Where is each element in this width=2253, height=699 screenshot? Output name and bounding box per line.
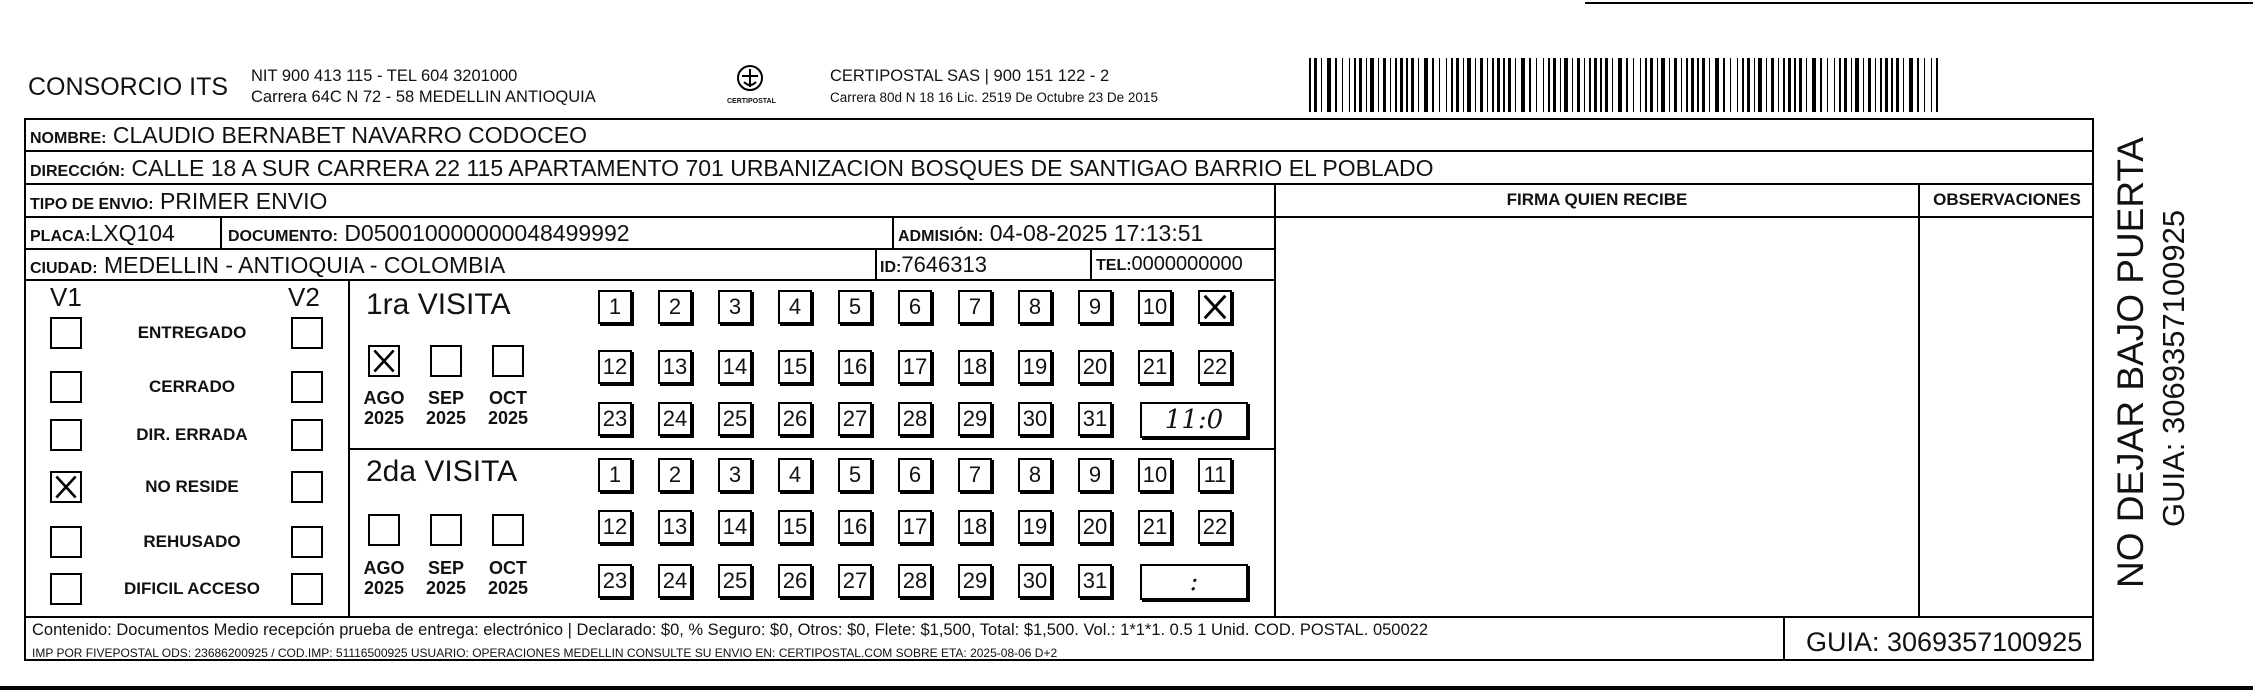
documento-row [228,220,630,247]
first-visit-month-checkbox[interactable] [492,345,524,377]
no-dejar-warning: NO DEJAR BAJO PUERTA [2110,137,2151,588]
status-label: REHUSADO [143,532,241,551]
tipo-label: TIPO DE ENVIO: [30,196,154,213]
month-name: OCT [489,388,527,408]
month-name: AGO [363,388,405,408]
month-name: OCT [489,558,527,578]
first-visit-day-box[interactable]: 16 [838,350,872,384]
admision-label: ADMISIÓN: [898,228,984,245]
direccion-row [30,155,1434,182]
first-visit-day-box[interactable]: 1 [598,290,632,324]
second-visit-day-box[interactable]: 30 [1018,564,1052,598]
v1-checkbox[interactable] [50,317,82,349]
tel-row [1096,253,1243,276]
first-visit-day-box[interactable]: 31 [1078,402,1112,436]
second-visit-day-box[interactable]: 15 [778,510,812,544]
first-visit-day-box[interactable]: 28 [898,402,932,436]
logo-text: CERTIPOSTAL [727,98,776,105]
second-visit-day-box[interactable]: 12 [598,510,632,544]
second-visit-day-box[interactable]: 25 [718,564,752,598]
ciudad-value: MEDELLIN - ANTIOQUIA - COLOMBIA [103,252,506,278]
first-visit-day-box[interactable]: 5 [838,290,872,324]
company-nit-block [251,66,596,108]
admision-value: 04-08-2025 17:13:51 [989,220,1204,246]
address-line: Carrera 64C N 72 - 58 MEDELLIN ANTIOQUIA [251,88,596,106]
visit-divider [348,448,1274,450]
id-label: ID: [880,259,902,276]
col-divider [1918,183,1920,616]
first-visit-month-label [358,388,410,428]
v1-checkbox[interactable] [50,526,82,558]
second-visit-month-checkbox[interactable] [492,514,524,546]
month-year: 2025 [425,578,467,598]
side-guia-number: GUIA: 3069357100925 [2156,209,2191,527]
month-name: AGO [363,558,405,578]
v1-checkbox[interactable] [50,419,82,451]
month-year: 2025 [363,578,405,598]
v2-header: V2 [288,282,320,312]
sig-header-divider [1274,216,2094,218]
second-visit-day-box[interactable]: 1 [598,458,632,492]
guia-number: GUIA: 3069357100925 [1806,627,2083,657]
month-name: SEP [427,388,465,408]
second-visit-day-box[interactable]: 19 [1018,510,1052,544]
second-visit-day-box[interactable]: 5 [838,458,872,492]
status-label: NO RESIDE [145,477,239,496]
direccion-value: CALLE 18 A SUR CARRERA 22 115 APARTAMENTO 701 URBANIZACION BOSQUES DE SANTIGAO BARRIO EL POBLADO [131,155,1434,181]
first-visit-day-box[interactable]: 3 [718,290,752,324]
first-visit-title: 1ra VISITA [366,288,511,321]
second-visit-day-box[interactable]: 26 [778,564,812,598]
second-visit-month-checkbox[interactable] [430,514,462,546]
first-visit-day-box[interactable]: 17 [898,350,932,384]
nombre-value: CLAUDIO BERNABET NAVARRO CODOCEO [112,122,587,148]
second-visit-day-box[interactable]: 29 [958,564,992,598]
second-visit-day-box[interactable]: 23 [598,564,632,598]
first-visit-day-box[interactable]: 21 [1138,350,1172,384]
v2-checkbox[interactable] [291,371,323,403]
second-visit-month-label [420,558,472,598]
placa-value: LXQ104 [90,220,175,246]
impresion-line: IMP POR FIVEPOSTAL ODS: 23686200925 / COD.IMP: 51116500925 USUARIO: OPERACIONES MEDELLIN CONSULTE SU ENVIO EN: CERTIPOSTAL.COM SOBRE ETA: 2025-08-06 D+2 [32,646,1058,660]
col-divider [348,279,350,616]
first-visit-day-box[interactable]: 26 [778,402,812,436]
second-visit-title: 2da VISITA [366,455,518,488]
tel-value: 0000000000 [1131,253,1243,275]
col-divider [1783,616,1785,661]
top-rule [1585,2,2253,4]
observaciones-header: OBSERVACIONES [1933,190,2081,209]
second-visit-day-box[interactable]: 31 [1078,564,1112,598]
second-visit-day-box[interactable]: 4 [778,458,812,492]
first-visit-day-box[interactable]: 2 [658,290,692,324]
first-visit-day-box[interactable]: 7 [958,290,992,324]
second-visit-day-box[interactable]: 9 [1078,458,1112,492]
first-visit-day-box[interactable]: 4 [778,290,812,324]
nombre-label: NOMBRE: [30,130,107,147]
first-visit-day-box[interactable]: 10 [1138,290,1172,324]
second-visit-day-box[interactable]: 21 [1138,510,1172,544]
second-visit-day-box[interactable]: 24 [658,564,692,598]
admision-row [898,220,1203,247]
second-visit-day-box[interactable]: 28 [898,564,932,598]
status-label: DIR. ERRADA [136,425,248,444]
ciudad-row [30,252,505,279]
second-visit-day-box[interactable]: 11 [1198,458,1232,492]
second-visit-day-box[interactable]: 14 [718,510,752,544]
certipostal-info [830,66,1158,108]
v1-checkbox[interactable] [50,371,82,403]
documento-value: D050010000000048499992 [344,220,630,246]
second-visit-day-box[interactable]: 6 [898,458,932,492]
first-visit-day-box[interactable]: 27 [838,402,872,436]
first-visit-day-box[interactable]: 19 [1018,350,1052,384]
nit-line: NIT 900 413 115 - TEL 604 3201000 [251,67,518,85]
second-visit-day-box[interactable]: 13 [658,510,692,544]
placa-label: PLACA: [30,228,91,245]
month-year: 2025 [425,408,467,428]
certipostal-logo [727,62,776,110]
first-visit-day-box[interactable]: 18 [958,350,992,384]
tel-label: TEL: [1096,257,1132,274]
col-divider [892,216,894,248]
second-visit-day-box[interactable]: 18 [958,510,992,544]
v2-checkbox[interactable] [291,471,323,503]
second-visit-month-checkbox[interactable] [368,514,400,546]
first-visit-day-box[interactable]: 24 [658,402,692,436]
col-divider [875,248,877,279]
second-visit-month-label [358,558,410,598]
first-visit-day-box[interactable]: 22 [1198,350,1232,384]
month-year: 2025 [487,578,529,598]
first-visit-month-checkbox[interactable] [368,345,400,377]
first-visit-month-label [482,388,534,428]
contenido-line: Contenido: Documentos Medio recepción prueba de entrega: electrónico | Declarado: $0, % Seguro: $0, Otros: $0, Flete: $1,500, Total: $1,500. Vol.: 1*1*1. 0.5 1 Unid. COD. POSTAL. 050022 [32,621,1429,639]
second-visit-day-box[interactable]: 10 [1138,458,1172,492]
col-divider [220,216,222,248]
first-visit-day-box[interactable] [1198,290,1232,324]
month-name: SEP [427,558,465,578]
first-visit-day-box[interactable]: 15 [778,350,812,384]
row-divider [24,150,2094,152]
second-visit-day-box[interactable]: 17 [898,510,932,544]
id-value: 7646313 [901,252,987,277]
certi-line: CERTIPOSTAL SAS | 900 151 122 - 2 [830,67,1110,85]
first-visit-time-box[interactable]: 11:0 [1140,402,1248,438]
second-visit-day-box[interactable]: 16 [838,510,872,544]
second-visit-month-label [482,558,534,598]
placa-row [30,220,175,247]
status-label: CERRADO [149,377,235,396]
v2-checkbox[interactable] [291,573,323,605]
bottom-rule [0,686,2253,690]
tipo-value: PRIMER ENVIO [159,188,328,214]
status-label: DIFICIL ACCESO [123,579,260,598]
second-visit-day-box[interactable]: 8 [1018,458,1052,492]
tipo-envio-row [30,188,327,215]
second-visit-day-box[interactable]: 7 [958,458,992,492]
row-divider [24,279,1274,281]
first-visit-day-box[interactable]: 20 [1078,350,1112,384]
row-divider [24,183,2094,185]
first-visit-day-box[interactable]: 23 [598,402,632,436]
col-divider [1274,183,1276,616]
col-divider [1090,248,1092,279]
second-visit-day-box[interactable]: 2 [658,458,692,492]
row-divider [24,248,1274,250]
first-visit-day-box[interactable]: 14 [718,350,752,384]
v2-checkbox[interactable] [291,526,323,558]
second-visit-time-box[interactable]: : [1140,564,1248,600]
nombre-row [30,122,587,149]
ciudad-label: CIUDAD: [30,260,98,277]
first-visit-day-box[interactable]: 29 [958,402,992,436]
month-year: 2025 [487,408,529,428]
first-visit-day-box[interactable]: 30 [1018,402,1052,436]
v2-checkbox[interactable] [291,317,323,349]
second-visit-day-box[interactable]: 20 [1078,510,1112,544]
first-visit-month-checkbox[interactable] [430,345,462,377]
status-label: ENTREGADO [137,323,247,342]
v1-checkbox[interactable] [50,573,82,605]
second-visit-day-box[interactable]: 27 [838,564,872,598]
firma-header: FIRMA QUIEN RECIBE [1506,190,1688,209]
first-visit-month-label [420,388,472,428]
second-visit-day-box[interactable]: 22 [1198,510,1232,544]
first-visit-day-box[interactable]: 6 [898,290,932,324]
first-visit-day-box[interactable]: 8 [1018,290,1052,324]
v1-header: V1 [50,282,82,312]
v2-checkbox[interactable] [291,419,323,451]
row-divider [24,216,1274,218]
documento-label: DOCUMENTO: [228,228,338,245]
first-visit-day-box[interactable]: 9 [1078,290,1112,324]
month-year: 2025 [363,408,405,428]
id-row [880,252,987,278]
certi-license-line: Carrera 80d N 18 16 Lic. 2519 De Octubre 23 De 2015 [830,90,1158,105]
first-visit-day-box[interactable]: 12 [598,350,632,384]
second-visit-day-box[interactable]: 3 [718,458,752,492]
first-visit-day-box[interactable]: 13 [658,350,692,384]
barcode [1309,58,1939,112]
v1-checkbox[interactable] [50,471,82,503]
first-visit-day-box[interactable]: 25 [718,402,752,436]
direccion-label: DIRECCIÓN: [30,163,126,180]
company-name: CONSORCIO ITS [28,73,229,101]
